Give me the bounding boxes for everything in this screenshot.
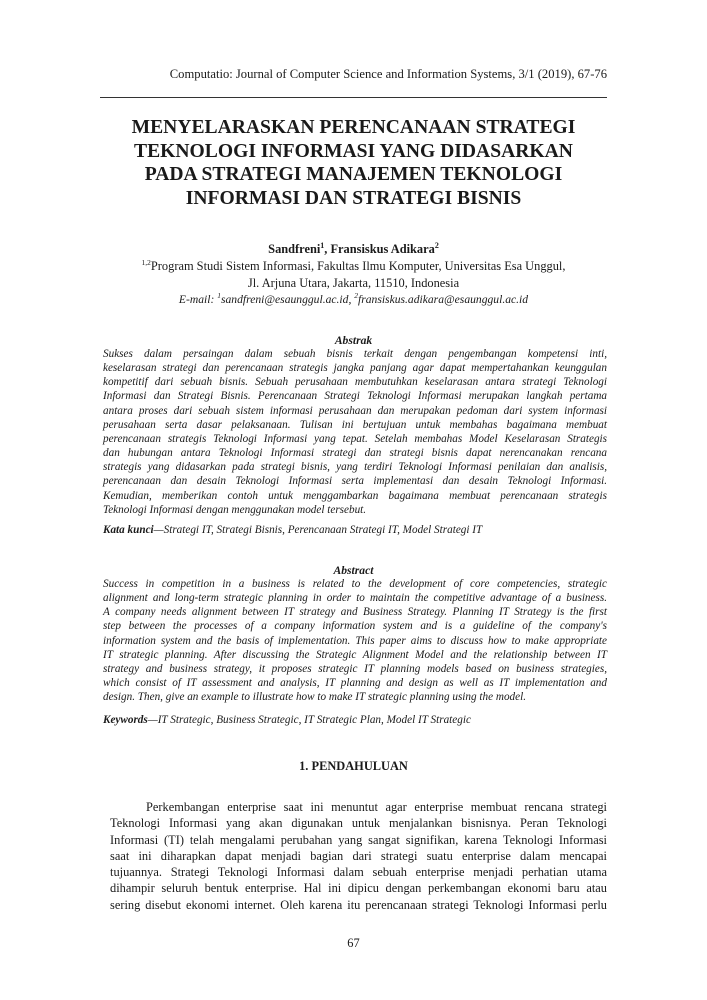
abstract-body: [103, 577, 607, 704]
affiliation-line-1: [100, 255, 607, 275]
body-line: Teknologi Informasi yang akan digunakan untuk menjalankan bisnisnya. Peran Teknologi: [110, 816, 607, 831]
title-line: PADA STRATEGI MANAJEMEN TEKNOLOGI: [144, 164, 563, 185]
email-2-sup: 2: [354, 291, 358, 300]
abstrak-heading: Abstrak: [334, 334, 373, 347]
abstract-line: A company needs alignment between IT strategy and Business Strategy. Planning IT Strategy is the first: [103, 606, 607, 619]
body-line: Informasi (TI) telah mengalami perubahan yang sangat signifikan, karena Teknologi Informasi: [110, 832, 607, 847]
title-line: INFORMASI DAN STRATEGI BISNIS: [185, 187, 522, 209]
abstract-line: step between the processes of a company information system and is a guideline of the company's: [103, 620, 607, 633]
abstrak-line: perusahaan serta dasar pelaksanaan. Tulisan ini bertujuan untuk membahas bagaimana membuat: [103, 418, 607, 431]
page-number: 67: [347, 936, 360, 950]
abstrak-line: Teknologi Informasi dengan menggunakan model tersebut.: [103, 503, 367, 516]
paper-title: [100, 116, 607, 210]
affiliation-sup: 1,2: [141, 258, 151, 267]
abstrak-line: strategis yang didasarkan pada strategi bisnis, yang terdiri Teknologi Informasi penilaian dan analisis,: [103, 461, 607, 474]
abstrak-line: dan hubungan antara Teknologi Informasi strategi dan strategi bisnis dapat nerencanakan rencana: [103, 447, 607, 460]
body-line: dihampir seluruh bentuk enterprise. Hal ini dipicu dengan perkembangan ekonomi baru atau: [110, 881, 607, 896]
affiliation-line-2: Jl. Arjuna Utara, Jakarta, 11510, Indonesia: [247, 275, 460, 290]
abstract-line: design. Then, give an example to illustrate how to make IT strategic planning using the model.: [103, 691, 527, 704]
abstrak-line: kompetitif dari sebuah bisnis. Sebuah perusahaan membutuhkan keselarasan antara strategi Teknologi: [103, 376, 607, 389]
abstrak-body: [103, 347, 607, 517]
author-separator: ,: [324, 242, 331, 257]
email-separator: ,: [348, 292, 355, 306]
affiliation-text-1: Program Studi Sistem Informasi, Fakultas Ilmu Komputer, Universitas Esa Unggul,: [150, 259, 566, 274]
abstrak-line: Kemudian, memberikan contoh untuk menggambarkan bagaimana membuat perencanaan strategis: [103, 489, 607, 502]
section-body: [110, 799, 607, 913]
affiliation: [100, 255, 607, 291]
author-1-name: Sandfreni: [268, 242, 321, 257]
title-line: MENYELARASKAN PERENCANAAN STRATEGI: [131, 117, 576, 138]
abstract-line: which consist of IT assessment and analysis, IT planning and design as well as IT implementation and: [103, 677, 607, 690]
body-line: saat ini diharapkan dapat menjadi bagian dari strategi suatu enterprise dalam mencapai: [110, 848, 607, 863]
abstract-line: alignment and long-term strategic planning in order to maintain the competitive advantage of a business.: [103, 592, 607, 605]
author-1-sup: 1: [320, 241, 325, 250]
email-2: fransiskus.adikara@esaunggul.ac.id: [358, 292, 529, 306]
author-2-sup: 2: [434, 241, 439, 250]
kata-kunci-label: Kata kunci: [103, 524, 154, 536]
header-rule: [100, 97, 607, 98]
body-line: tujuannya. Strategi Teknologi Informasi dalam sebuah enterprise menjadi perhatian utama: [110, 865, 607, 880]
email-label: E-mail:: [178, 292, 218, 306]
kata-kunci: [103, 523, 607, 537]
email-1-sup: 1: [217, 291, 221, 300]
body-line: Perkembangan enterprise saat ini menuntut agar enterprise membuat rencana strategi: [146, 800, 607, 814]
abstrak-line: perencanaan strategis Teknologi Informasi yang tepat. Setelah membahas Model Keselarasan Strategis: [103, 432, 607, 445]
email-1: sandfreni@esaunggul.ac.id: [221, 292, 349, 306]
abstract-line: Success in competition in a business is related to the development of core competencies, strategic: [103, 578, 607, 590]
abstrak-line: perencanaan dan desain Teknologi Informasi serta implementasi dan desain Teknologi Informasi.: [103, 475, 607, 488]
abstrak-line: antara proses dari sebuah sistem informasi perusahaan dan merupakan pedoman dari system informasi: [103, 404, 607, 417]
abstrak-line: keselarasan strategi dan perencanaan strategis jangka panjang agar dapat mempertahankan keunggulan: [103, 362, 607, 375]
author-emails: [100, 288, 607, 308]
abstrak-line: Sukses dalam persaingan dalam sebuah bisnis terkait dengan pengembangan kompetensi inti,: [103, 348, 607, 360]
abstract-line: IT strategic planning. After discussing the Strategic Alignment Model and the relationship between IT: [103, 648, 607, 661]
body-line: sering disebut ekonomi internet. Oleh karena itu perencanaan strategi Teknologi Informasi perlu: [110, 897, 607, 912]
keywords-text: —IT Strategic, Business Strategic, IT Strategic Plan, Model IT Strategic: [147, 714, 471, 726]
abstract-line: strategy and business strategy, it proposes strategic IT planning models based on business strategies,: [103, 662, 607, 675]
abstract-line: information system and the basis of implementation. This paper aims to discuss how to make appropriate: [103, 634, 607, 647]
journal-header: Computatio: Journal of Computer Science and Information Systems, 3/1 (2019), 67-76: [169, 67, 607, 81]
author-2-name: Fransiskus Adikara: [330, 242, 435, 257]
keywords-label: Keywords: [103, 714, 148, 726]
section-heading: 1. PENDAHULUAN: [299, 759, 408, 773]
title-line: TEKNOLOGI INFORMASI YANG DIDASARKAN: [134, 140, 573, 162]
keywords: [103, 713, 607, 727]
kata-kunci-text: —Strategi IT, Strategi Bisnis, Perencanaan Strategi IT, Model Strategi IT: [153, 524, 483, 536]
abstrak-line: Informasi dan Strategi Bisnis. Perencanaan Strategi Teknologi Informasi merupakan langkah pertama: [103, 390, 607, 403]
abstract-heading: Abstract: [333, 564, 374, 577]
